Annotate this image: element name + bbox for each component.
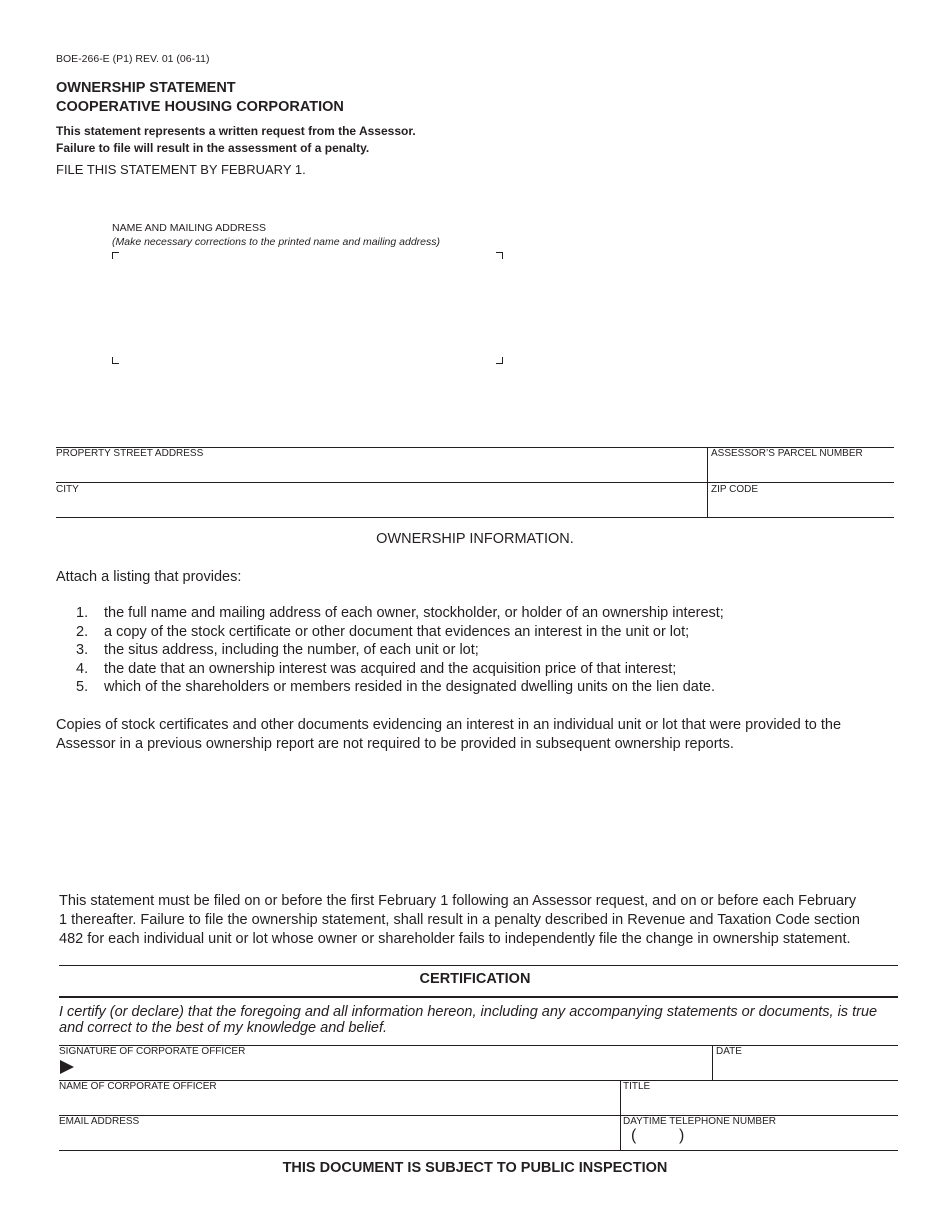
corner-mark-bottom-right — [496, 357, 503, 364]
phone-label: DAYTIME TELEPHONE NUMBER — [623, 1116, 776, 1127]
phone-area-close-paren: ) — [679, 1127, 685, 1144]
public-inspection-notice: THIS DOCUMENT IS SUBJECT TO PUBLIC INSPECTION — [282, 1160, 668, 1176]
form-title-line1: OWNERSHIP STATEMENT — [56, 80, 236, 96]
signature-label: SIGNATURE OF CORPORATE OFFICER — [59, 1046, 246, 1057]
file-by-notice: FILE THIS STATEMENT BY FEBRUARY 1. — [56, 162, 306, 177]
parcel-number-field[interactable] — [708, 447, 894, 482]
penalty-warning-line2: Failure to file will result in the assessment of a penalty. — [56, 141, 370, 155]
sign-here-arrow-icon — [60, 1060, 74, 1074]
ownership-heading: OWNERSHIP INFORMATION. — [376, 531, 574, 547]
list-item: 3. the situs address, including the number, of each unit or lot; — [76, 642, 479, 658]
certification-top-rule — [59, 965, 898, 966]
title-label: TITLE — [623, 1081, 651, 1092]
phone-area-open-paren: ( — [631, 1127, 637, 1144]
penalty-warning — [56, 123, 416, 157]
parcel-number-label: ASSESSOR’S PARCEL NUMBER — [711, 448, 863, 459]
form-title — [56, 79, 344, 117]
officer-name-label: NAME OF CORPORATE OFFICER — [59, 1081, 217, 1092]
ownership-intro: Attach a listing that provides: — [56, 569, 242, 585]
list-item: 1. the full name and mailing address of each owner, stockholder, or holder of an ownership interest; — [76, 605, 724, 621]
zip-code-field[interactable] — [708, 482, 894, 517]
form-id: BOE-266-E (P1) REV. 01 (06-11) — [56, 53, 210, 65]
list-item: 4. the date that an ownership interest was acquired and the acquisition price of that interest; — [76, 660, 677, 677]
corner-mark-top-left — [112, 252, 119, 259]
title-field[interactable] — [621, 1080, 898, 1115]
certification-bottom-rule — [59, 1150, 898, 1151]
date-field[interactable] — [713, 1045, 898, 1080]
copies-paragraph: Copies of stock certificates and other documents evidencing an interest in an individual unit or lot that were provided to the Assessor in a previous ownership report are not required to be provided in subsequent ownership reports. — [56, 717, 842, 752]
certification-statement: I certify (or declare) that the foregoing and all information hereon, including any accompanying statements or documents, is true and correct to the best of my knowledge and belief. — [59, 1004, 878, 1036]
signature-field[interactable] — [59, 1045, 711, 1080]
certification-heading-rule — [59, 996, 898, 998]
street-address-field[interactable] — [56, 447, 706, 482]
corner-mark-top-right — [496, 252, 503, 259]
email-label: EMAIL ADDRESS — [59, 1116, 140, 1127]
zip-code-label: ZIP CODE — [711, 484, 759, 495]
list-item: 5. which of the shareholders or members resided in the designated dwelling units on the lien date. — [76, 679, 715, 695]
email-field[interactable] — [59, 1115, 619, 1150]
officer-name-field[interactable] — [59, 1080, 619, 1115]
city-label: CITY — [56, 484, 79, 495]
date-label: DATE — [716, 1046, 742, 1057]
certification-heading: CERTIFICATION — [419, 971, 531, 987]
penalty-warning-line1: This statement represents a written request from the Assessor. — [56, 124, 416, 138]
address-label: NAME AND MAILING ADDRESS — [112, 222, 267, 234]
form-title-line2: COOPERATIVE HOUSING CORPORATION — [56, 99, 344, 115]
phone-field[interactable] — [621, 1115, 898, 1150]
address-note: (Make necessary corrections to the printed name and mailing address) — [112, 236, 440, 248]
city-field[interactable] — [56, 482, 706, 517]
filing-notice: This statement must be filed on or before the first February 1 following an Assessor request, and on or before each February 1 thereafter. Failure to file the ownership statement, shall result in a penalty described in Revenue and Taxation Code section 482 for each individual unit or lot whose owner or shareholder fails to independently file the change in ownership statement. — [59, 893, 860, 947]
street-address-label: PROPERTY STREET ADDRESS — [56, 448, 204, 459]
list-item: 2. a copy of the stock certificate or other document that evidences an interest in the unit or lot; — [76, 623, 690, 640]
property-bottom-rule — [56, 517, 894, 518]
corner-mark-bottom-left — [112, 357, 119, 364]
ownership-requirements-list — [76, 604, 724, 697]
